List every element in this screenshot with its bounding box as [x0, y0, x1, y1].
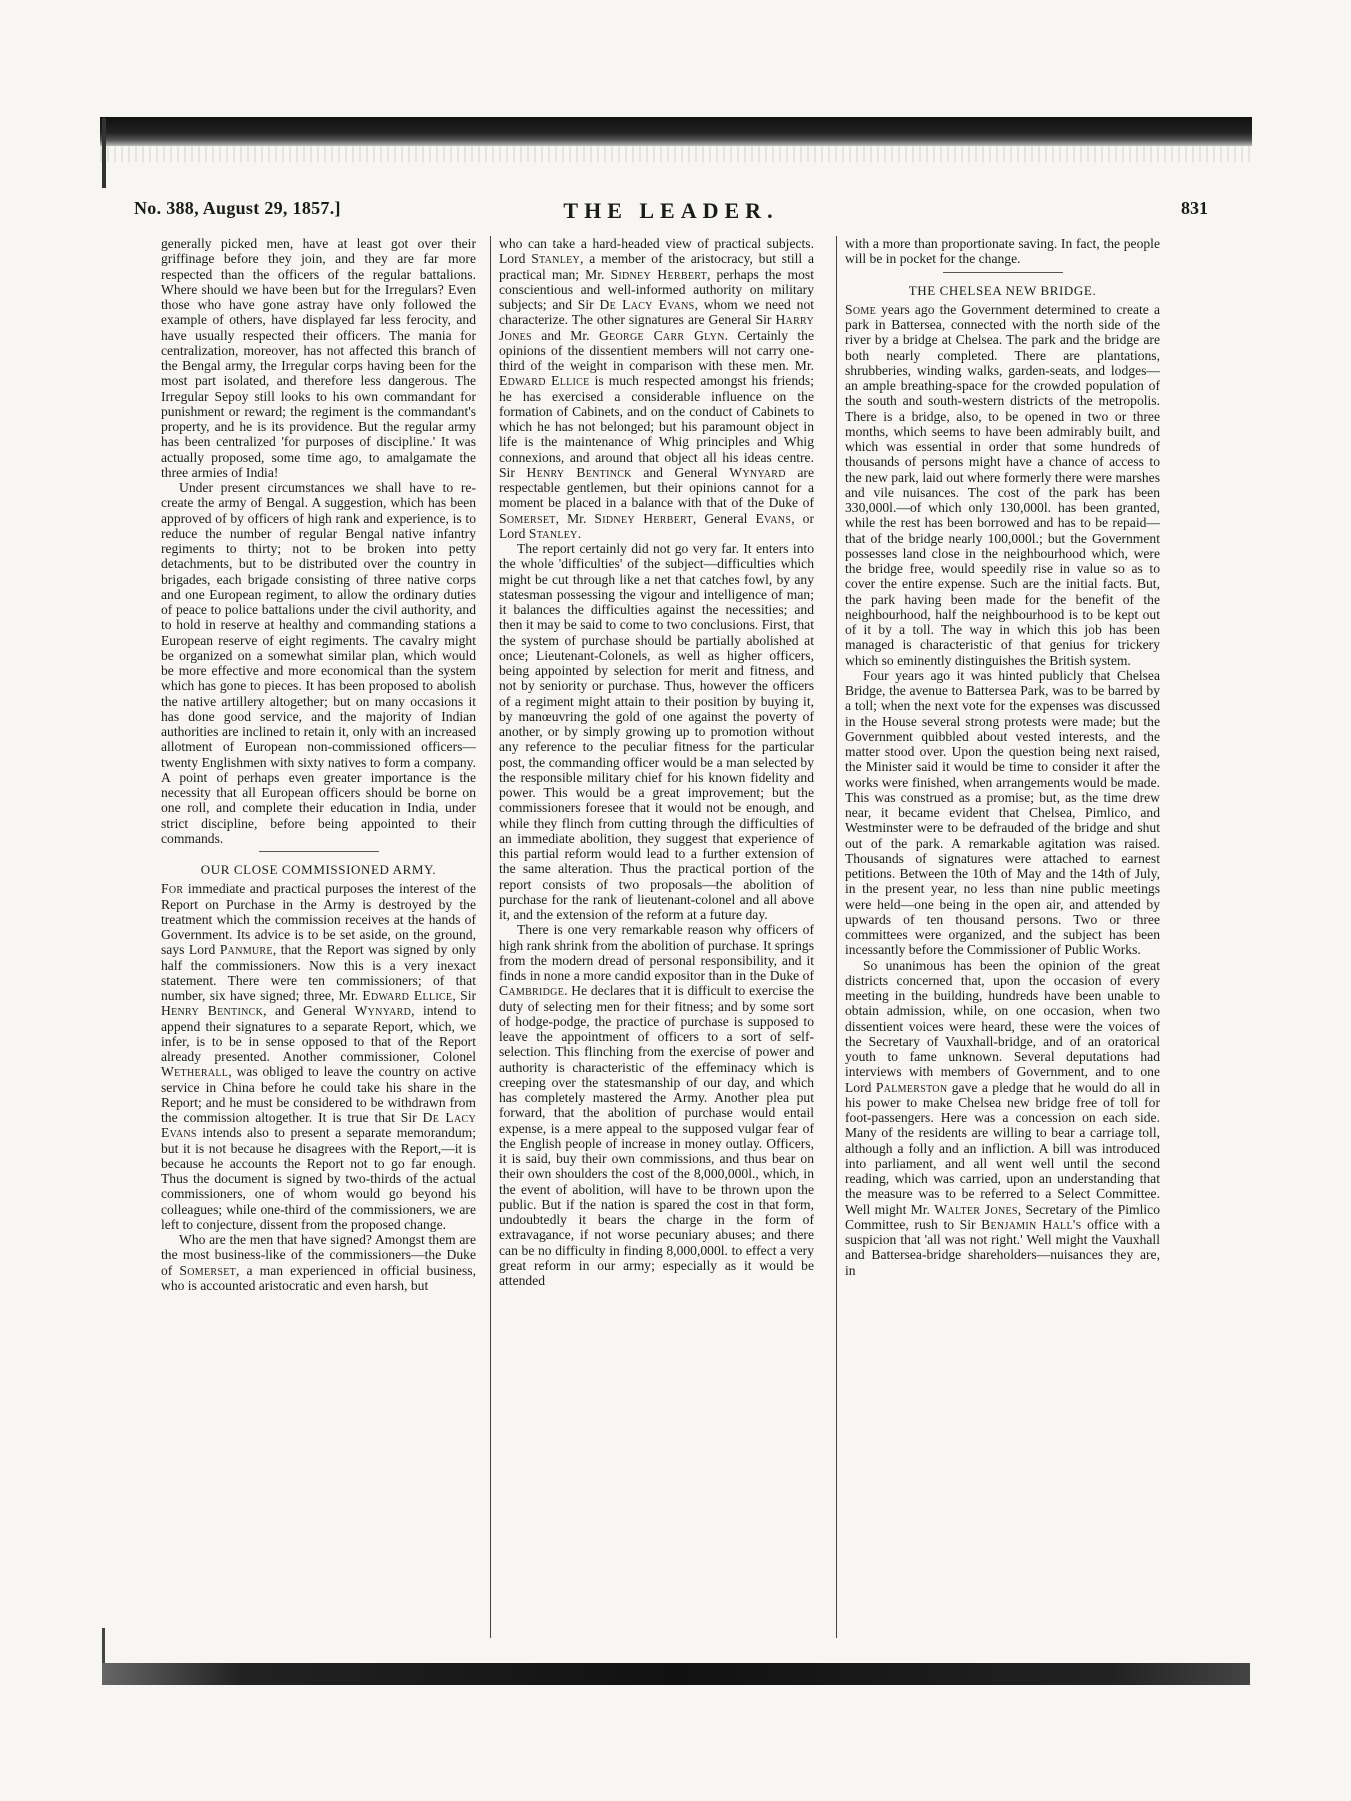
paragraph: Four years ago it was hinted publicly that Chelsea Bridge, the avenue to Battersea Park, was to be barred by a toll; when the next vote for the expenses was discussed in the House several strong protests were made; but the Government quibbled about vested interests, and the matter stood over. Upon the question being next raised, the Minister said it would be time to consider it after the works were finished, when arrangements would be made. This was construed as a promise; but, as the time drew near, it became evident that Chelsea, Pimlico, and Westminster were to be defrauded of the bridge and shut out of the park. A remarkable agitation was raised. Thousands of signatures were attached to earnest petitions. Between the 10th of May and the 14th of July, in the present year, no less than nine public meetings were held—one being in the open air, and attended by upwards of ten thousand persons. Two or three committees were organized, and the subject has been incessantly before the Commissioner of Public Works. [845, 667, 1160, 958]
text-run: , Sir [452, 988, 476, 1003]
column-divider [836, 236, 837, 1638]
text-run: Who are the men that have signed? Amongst them are the most business-like of the commissioners—the Duke of [161, 1232, 476, 1278]
person-name: Henry Bentinck [526, 464, 632, 480]
text-run: immediate and practical purposes the interest of the Report on Purchase in the Army is destroyed by the treatment which the commission receives at the hands of Government. Its advice is to be set aside, on the ground, says Lord [161, 881, 476, 958]
person-name: Evans [755, 510, 792, 526]
person-name: Wynyard [354, 1003, 412, 1019]
section-heading: OUR CLOSE COMMISSIONED ARMY. [200, 862, 437, 877]
column-2 [499, 236, 814, 1288]
person-name: Stanley [531, 251, 581, 267]
section-rule [259, 851, 379, 852]
person-name: Sidney Herbert [594, 510, 693, 526]
paragraph: Under present circumstances we shall have to re-create the army of Bengal. A suggestion, which has been approved of by officers of high rank and experience, is to reduce the number of regular Bengal native infantry regiments to thirty; not to be broken into petty detachments, but to be distributed over the country in brigades, each brigade consisting of three native corps and one European regiment, to allow the ordinary duties of peace to police battalions under the civil authority, and to hold in reserve at healthy and commanding stations a European reserve of eight regiments. The cavalry might be organized on a somewhat similar plan, which would be more effective and more economical than the system which has gone to pieces. It has been proposed to abolish the native artillery altogether; but on many occasions it has done good service, and the majority of Indian authorities are inclined to retain it, only with an increased allotment of European non-commissioned officers—twenty Englishmen with sixty natives to form a company. A point of perhaps even greater importance is the necessity that all European officers should be borne on one roll, and complete their education in India, under strict discipline, before being appointed to their commands. [161, 480, 476, 846]
person-name: Edward Ellice [362, 988, 453, 1003]
column-3 [845, 236, 1160, 1278]
paragraph: with a more than proportionate saving. In fact, the people will be in pocket for the change. [845, 236, 1160, 267]
person-name: Walter Jones [934, 1201, 1018, 1217]
person-name: Henry Bentinck [161, 1003, 264, 1019]
text-run: , whom we need not characterize. The other signatures are General Sir [499, 297, 815, 328]
person-name: Wetherall [161, 1064, 229, 1080]
person-name: Panmure [219, 942, 273, 958]
paragraph [499, 922, 814, 1288]
text-run: , a man experienced in official business, who is accounted aristocratic and even harsh, but [161, 1262, 476, 1293]
text-run: , and General [263, 1003, 355, 1019]
text-run: , that the Report was signed by only half the commissioners. Now this is a very inexact statement. There were ten commissioners; of that number, six have signed; three, Mr. [161, 942, 476, 1003]
person-name: Stanley [528, 525, 578, 541]
scan-border-bottom [102, 1663, 1250, 1685]
text-run: gave a pledge that he would do all in his power to make Chelsea new bridge free of toll for foot-passengers. Here was a concession on each side. Many of the residents are willing to bear a carriage toll, although a folly and an infliction. A bill was introduced into parliament, and all went well until the second reading, which was carried, upon an understanding that the measure was to be referred to a Select Committee. Well might Mr. [845, 1079, 1160, 1217]
text-run: , perhaps the most conscientious and well-informed authority on military subjects; and Sir [499, 266, 814, 312]
person-name: Edward Ellice [499, 373, 590, 389]
person-name: De Lacy Evans [161, 1110, 477, 1141]
text-run: , intend to append their signatures to a separate Report, which, we infer, is to be in sense opposed to that of the Report already presented. Another commissioner, Colonel [161, 1003, 476, 1064]
text-run: , Mr. [555, 510, 595, 526]
paragraph [845, 958, 1160, 1278]
person-name: Wynyard [729, 464, 786, 480]
section-rule [943, 272, 1063, 273]
page-number: 831 [1181, 198, 1208, 218]
drop-word: For [161, 881, 184, 897]
text-run: is much respected amongst his friends; he has exercised a considerable influence on the formation of Cabinets, and on the conduct of Cabinets to which he has not belonged; but his paramount object in life is the maintenance of Whig principles and Whig connexions, and around that object all his ideas centre. Sir [499, 373, 814, 480]
paragraph: The report certainly did not go very far. It enters into the whole 'difficulties' of the subject—difficulties which might be cut through like a net that catches fowl, by any statesman possessing the vigour and intelligence of man; it balances the difficulties against the necessities; and then it may be said to come to two conclusions. First, that the system of purchase should be partially abolished at once; Lieutenant-Colonels, as well as higher officers, being appointed by selection for merit and fitness, and not by seniority or purchase. Thus, however the officers of a regiment might attain to their position by buying it, by manœuvring the gold of one against the poverty of another, or by simply growing up to promotion without any reference to the peculiar fitness for the particular post, the commanding officer would be a man selected by the responsible military chief for his known fidelity and power. This would be a great improvement; but the commissioners foresee that it would not be enough, and while they flinch from cutting through the difficulties of an immediate abolition, they suggest that experience of this partial reform would lead to a further extension of the same alteration. Thus the practical portion of the report consists of two proposals—the abolition of purchase for the rank of lieutenant-colonel and all above it, and the extension of the reform at a future day. [499, 541, 814, 922]
person-name: George Carr Glyn [598, 327, 725, 343]
text-run: . He declares that it is difficult to exercise the duty of selecting men for their fitness; and by some sort of hodge-podge, the practice of purchase is supposed to leave the appointment of officers to a sort of self-selection. This flinching from the exercise of power and authority is characteristic of the effeminacy which is creeping over the statesmanship of our day, and which has completely mastered the Army. Another plea put forward, that the abolition of purchase would entail expense, is a mere appeal to the supposed vulgar fear of the English people of increase in money outlay. Officers, it is said, buy their own commissions, and thus bear on their own shoulders the cost of the 8,000,000l., which, in the event of abolition, will have to be thrown upon the public. But if the nation is spared the cost in that form, undoubtedly it bears the charge in the form of extravagance, if not worse pecuniary abuses; and there can be no difficulty in finding 8,000,000l. to effect a very great reform in our army; especially as it would be attended [499, 983, 814, 1288]
person-name: Harry Jones [499, 312, 814, 343]
drop-word: Some [845, 301, 876, 317]
text-run: and General [631, 464, 730, 480]
text-run: , a member of the aristocracy, but still a practical man; Mr. [499, 251, 814, 282]
text-run: So unanimous has been the opinion of the great districts concerned that, upon the occasion of every meeting in the building, hundreds have been unable to obtain admission, while, on one occasion, when two dissentient voices were heard, these were the voices of the Secretary of Vauxhall-bridge, and of an oratorical youth to fame unknown. Several deputations had interviews with members of Government, and to one Lord [845, 957, 1160, 1095]
text-run: , Secretary of the Pimlico Committee, rush to Sir [845, 1201, 1161, 1232]
paragraph [161, 1232, 476, 1293]
issue-date: No. 388, August 29, 1857.] [134, 198, 341, 218]
text-run: years ago the Government determined to create a park in Battersea, connected with the north side of the river by a bridge at Chelsea. The park and the bridge are both nearly completed. There are plantations, shrubberies, winding walks, garden-seats, and lodges—an ample breathing-space for the crowded population of the south and south-western districts of the metropolis. There is a bridge, also, to be opened in two or three months, which seems to have been admirably built, and which was essential in order that some hundreds of thousands of persons might have a chance of access to the new park, laid out where formerly there were marshes and vile nuisances. The cost of the park has been 330,000l.—of which only 130,000l. has been granted, while the rest has been borrowed and has to be repaid—that of the bridge nearly 100,000l.; but the Government possesses land close in the neighbourhood which, were the bridge free, would speedily rise in value so as to cover the entire expense. Such are the initial facts. But, the park having been made for the benefit of the neighbourhood, half the neighbourhood is to be kept out of it by a toll. The way in which this job has been managed is characteristic of that genius for trickery which so eminently distinguishes the British system. [845, 301, 1160, 668]
scan-border-top [100, 117, 1252, 146]
paragraph [845, 302, 1160, 668]
person-name: De Lacy Evans [599, 297, 695, 312]
column-1 [161, 236, 476, 1293]
text-run: . [577, 525, 582, 541]
person-name: Palmerston [875, 1079, 948, 1095]
paragraph: generally picked men, have at least got over their griffinage before they join, and they are far more respected than the officers of the regular battalions. Where should we have been but for the Irregulars? Even those who have gone astray have only followed the example of others, have displayed far less ferocity, and have usually respected their officers. The mania for centralization, moreover, has not affected this branch of the Bengal army, the Irregular corps having been for the most part isolated, and therefore less dangerous. The Irregular Sepoy still looks to his own commandant for punishment or reward; the regiment is the commandant's property, and he is its providence. But the regular army has been centralized 'for purposes of discipline.' It was actually proposed, some time ago, to amalgamate the three armies of India! [161, 236, 476, 480]
scan-border-left [102, 1628, 105, 1668]
text-run: , General [692, 510, 756, 526]
scan-border-left [102, 118, 106, 188]
text-run: There is one very remarkable reason why officers of high rank shrink from the abolition of purchase. It springs from the modern dread of personal responsibility, and it finds in none a more candid expositor than in the Duke of [499, 922, 814, 983]
text-run: intends also to present a separate memorandum; but it is not because he disagrees with the Report,—it is because he accounts the Report not to go far enough. Thus the document is signed by two-thirds of the actual commissioners, one of whom would go beyond his colleagues; while one-third of the commissioners, we are left to conjecture, dissent from the proposed change. [161, 1125, 476, 1232]
text-run: . Certainly the opinions of the dissentient members will not carry one-third of the weight in comparison with these men. Mr. [499, 327, 814, 373]
person-name: Somerset [179, 1262, 237, 1278]
text-run: are respectable gentlemen, but their opinions cannot for a moment be placed in a balance with that of the Duke of [499, 464, 814, 511]
paragraph [161, 881, 476, 1232]
paragraph [499, 236, 814, 541]
text-run: office with a suspicion that 'all was not right.' Well might the Vauxhall and Battersea-bridge shareholders—nuisances they are, in [845, 1216, 1160, 1278]
person-name: Benjamin Hall's [981, 1216, 1082, 1232]
text-run: , was obliged to leave the country on active service in China before he could take his share in the Report; and he must be considered to be withdrawn from the commission altogether. It is true that Sir [161, 1064, 476, 1125]
text-run: , or Lord [499, 510, 814, 541]
person-name: Cambridge [499, 983, 565, 999]
text-run: who can take a hard-headed view of practical subjects. Lord [499, 236, 814, 267]
scan-noise-top [100, 146, 1252, 162]
masthead-title: THE LEADER. [563, 198, 779, 223]
person-name: Sidney Herbert [610, 266, 708, 282]
column-divider [490, 236, 491, 1638]
person-name: Somerset [499, 510, 556, 526]
page-header [134, 198, 1208, 226]
text-run: and Mr. [531, 327, 599, 343]
section-heading: THE CHELSEA NEW BRIDGE. [908, 282, 1097, 298]
